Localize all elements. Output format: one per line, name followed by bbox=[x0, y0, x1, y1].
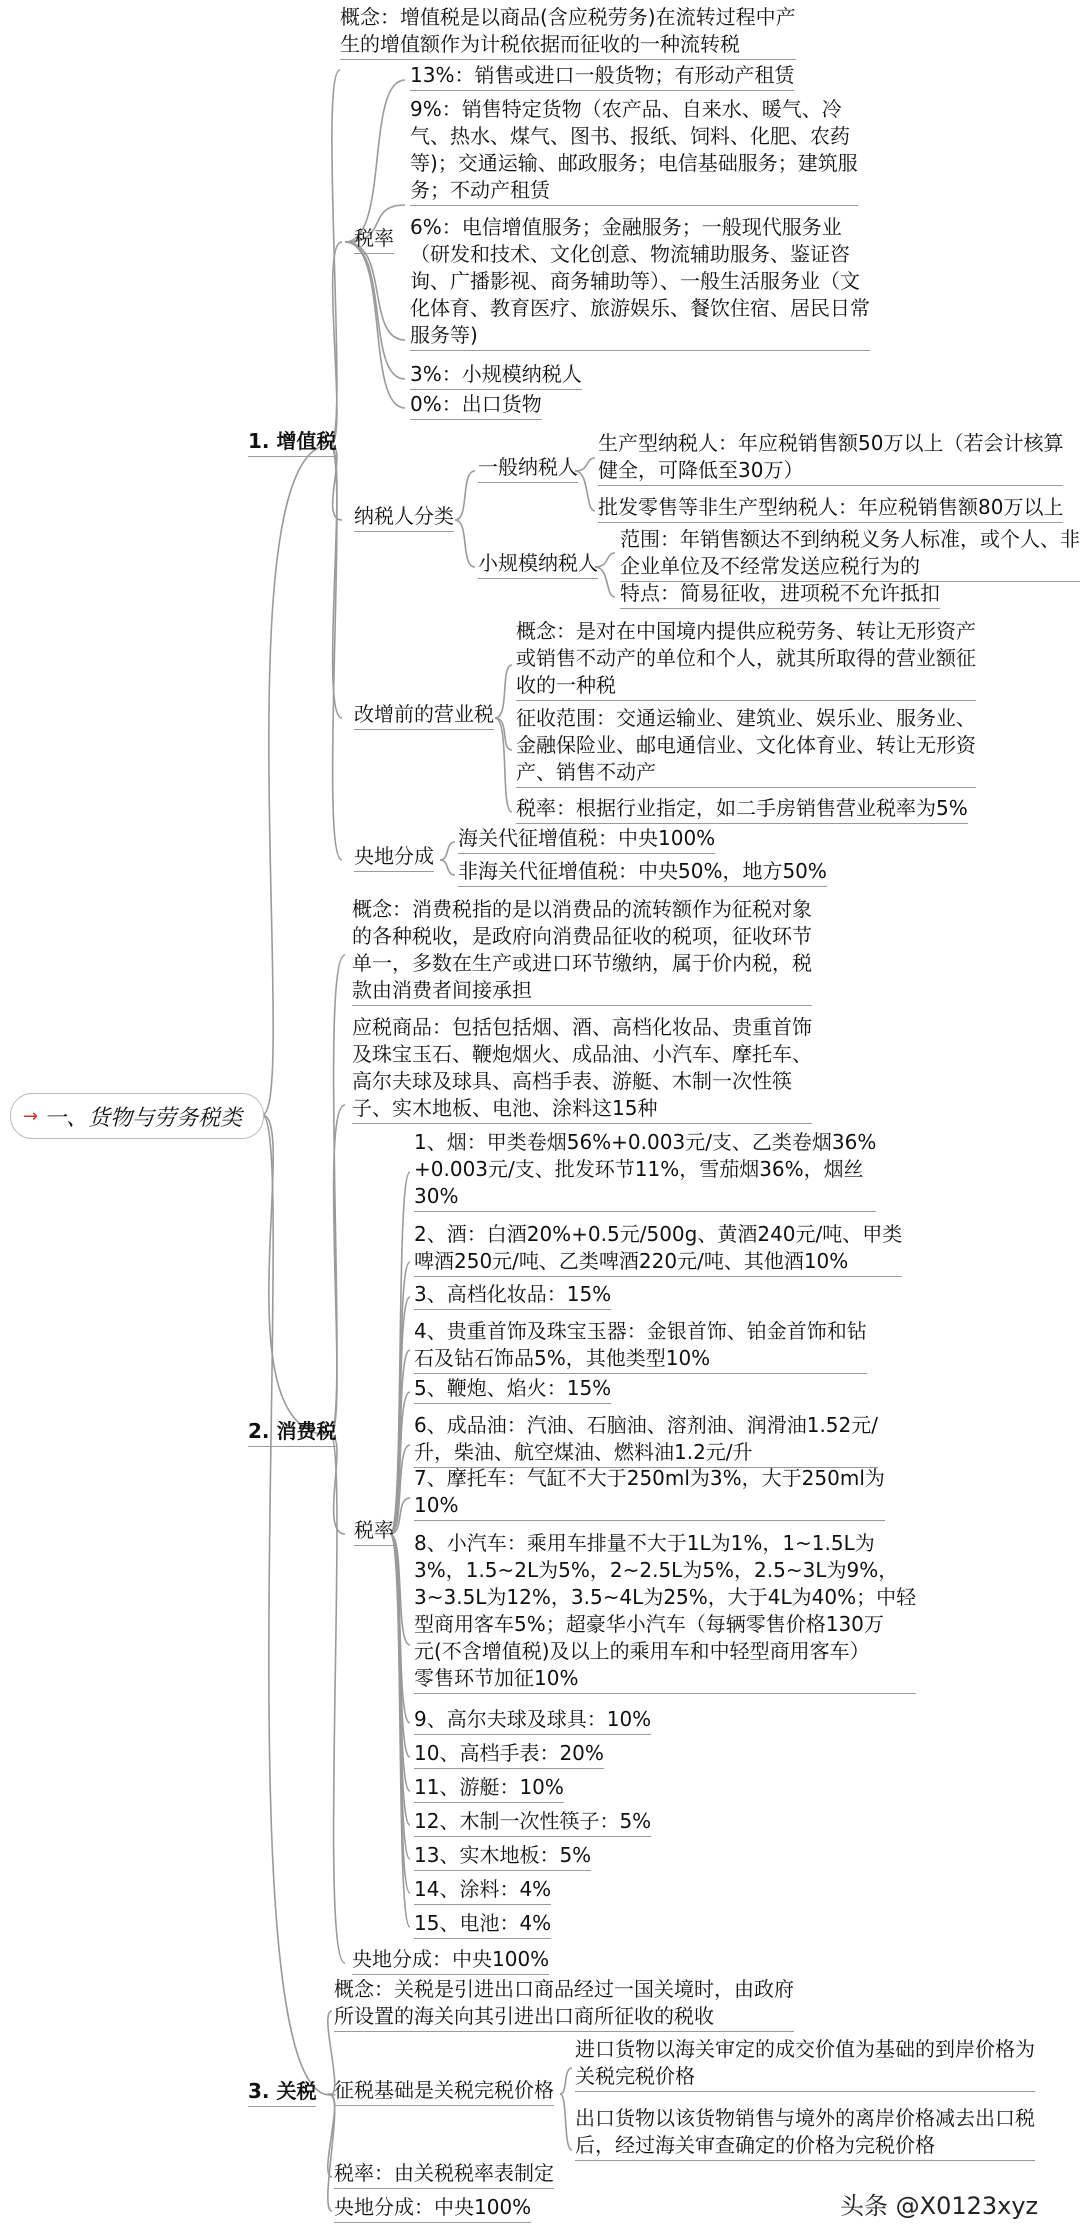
vat-business-scope[interactable]: 征收范围：交通运输业、建筑业、娱乐业、服务业、 金融保险业、邮电通信业、文化体育业、转让无形资 产、销售不动产 bbox=[516, 705, 976, 788]
consumption-rate-item[interactable]: 13、实木地板：5% bbox=[414, 1842, 591, 1871]
vat-business-rate[interactable]: 税率：根据行业指定，如二手房销售营业税率为5% bbox=[516, 795, 968, 824]
vat-business-label[interactable]: 改增前的营业税 bbox=[354, 701, 494, 730]
consumption-rate-item[interactable]: 1、烟：甲类卷烟56%+0.003元/支、乙类卷烟36% +0.003元/支、批发环节11%，雪茄烟36%，烟丝 30% bbox=[414, 1129, 876, 1212]
vat-sharing-customs[interactable]: 海关代征增值税：中央100% bbox=[458, 825, 715, 854]
tariff-title[interactable]: 3. 关税 bbox=[248, 2078, 316, 2107]
consumption-rate-label[interactable]: 税率 bbox=[354, 1517, 394, 1546]
consumption-rate-item[interactable]: 10、高档手表：20% bbox=[414, 1740, 604, 1769]
consumption-rate-item[interactable]: 2、酒：白酒20%+0.5元/500g、黄酒240元/吨、甲类 啤酒250元/吨、乙类啤酒220元/吨、其他酒10% bbox=[414, 1221, 902, 1277]
vat-business-concept[interactable]: 概念：是对在中国境内提供应税劳务、转让无形资产 或销售不动产的单位和个人，就其所取得的营业额征 收的一种税 bbox=[516, 618, 976, 701]
vat-rate-9[interactable]: 9%：销售特定货物（农产品、自来水、暖气、冷 气、热水、煤气、图书、报纸、饲料、化肥、农药 等)；交通运输、邮政服务；电信基础服务；建筑服 务；不动产租赁 bbox=[410, 96, 858, 206]
tariff-sharing[interactable]: 央地分成：中央100% bbox=[334, 2194, 531, 2223]
consumption-rate-item[interactable]: 7、摩托车：气缸不大于250ml为3%，大于250ml为 10% bbox=[414, 1465, 885, 1521]
tariff-basis-export[interactable]: 出口货物以该货物销售与境外的离岸价格减去出口税 后，经过海关审查确定的价格为完税价格 bbox=[575, 2105, 1035, 2161]
consumption-title[interactable]: 2. 消费税 bbox=[248, 1418, 336, 1447]
vat-general-label[interactable]: 一般纳税人 bbox=[478, 454, 578, 483]
vat-taxpayer-label[interactable]: 纳税人分类 bbox=[354, 503, 454, 532]
watermark: 头条 @X0123xyz bbox=[840, 2192, 1039, 2220]
vat-general-wholesale[interactable]: 批发零售等非生产型纳税人：年应税销售额80万以上 bbox=[598, 494, 1063, 523]
consumption-concept[interactable]: 概念：消费税指的是以消费品的流转额作为征税对象 的各种税收，是政府向消费品征收的税项，征收环节 单一，多数在生产或进口环节缴纳，属于价内税，税 款由消费者间接承担 bbox=[352, 896, 812, 1006]
vat-small-scope[interactable]: 范围：年销售额达不到纳税义务人标准，或个人、非 企业单位及不经常发送应税行为的 bbox=[620, 526, 1080, 582]
root-title: 一、货物与劳务税类 bbox=[44, 1105, 243, 1131]
vat-small-label[interactable]: 小规模纳税人 bbox=[478, 550, 598, 579]
consumption-rate-item[interactable]: 14、涂料：4% bbox=[414, 1876, 551, 1905]
consumption-sharing[interactable]: 央地分成：中央100% bbox=[352, 1946, 549, 1975]
consumption-rate-item[interactable]: 6、成品油：汽油、石脑油、溶剂油、润滑油1.52元/ 升，柴油、航空煤油、燃料油1.2元/升 bbox=[414, 1412, 878, 1468]
vat-rate-13[interactable]: 13%：销售或进口一般货物；有形动产租赁 bbox=[410, 62, 794, 91]
tariff-rate[interactable]: 税率：由关税税率表制定 bbox=[334, 2160, 554, 2189]
consumption-rate-item[interactable]: 12、木制一次性筷子：5% bbox=[414, 1808, 651, 1837]
vat-rate-6[interactable]: 6%：电信增值服务；金融服务；一般现代服务业 （研发和技术、文化创意、物流辅助服务、鉴证咨 询、广播影视、商务辅助等）、一般生活服务业（文 化体育、教育医疗、旅游娱乐、餐饮住宿、居民日常 服务等) bbox=[410, 214, 870, 351]
vat-rate-0[interactable]: 0%：出口货物 bbox=[410, 391, 542, 420]
vat-sharing-label[interactable]: 央地分成 bbox=[354, 843, 434, 872]
root-node[interactable] bbox=[10, 1093, 264, 1139]
vat-rate-label[interactable]: 税率 bbox=[354, 225, 394, 254]
tariff-basis-label[interactable]: 征税基础是关税完税价格 bbox=[334, 2077, 554, 2106]
consumption-rate-item[interactable]: 4、贵重首饰及珠宝玉器：金银首饰、铂金首饰和钻 石及钻石饰品5%，其他类型10% bbox=[414, 1318, 867, 1374]
consumption-rate-item[interactable]: 9、高尔夫球及球具：10% bbox=[414, 1706, 651, 1735]
tariff-basis-import[interactable]: 进口货物以海关审定的成交价值为基础的到岸价格为 关税完税价格 bbox=[575, 2036, 1035, 2092]
consumption-goods[interactable]: 应税商品：包括包括烟、酒、高档化妆品、贵重首饰 及珠宝玉石、鞭炮烟火、成品油、小汽车、摩托车、 高尔夫球及球具、高档手表、游艇、木制一次性筷 子、实木地板、电池、涂料这15种 bbox=[352, 1014, 812, 1124]
consumption-rate-item[interactable]: 3、高档化妆品：15% bbox=[414, 1281, 611, 1310]
vat-small-feature[interactable]: 特点：简易征收，进项税不允许抵扣 bbox=[620, 580, 940, 609]
consumption-rate-item[interactable]: 15、电池：4% bbox=[414, 1910, 551, 1939]
consumption-rate-item[interactable]: 11、游艇：10% bbox=[414, 1774, 564, 1803]
consumption-rate-item[interactable]: 8、小汽车：乘用车排量不大于1L为1%，1~1.5L为 3%，1.5~2L为5%，2~2.5L为5%，2.5~3L为9%， 3~3.5L为12%，3.5~4L为25%，大于4L为40%；中轻 型商用客车5%；超豪华小汽车（每辆零售价格130万 元(不含增值税)及以上的乘用车和中轻型商用客车） 零售环节加征10% bbox=[414, 1530, 916, 1694]
vat-concept[interactable]: 概念：增值税是以商品(含应税劳务)在流转过程中产 生的增值额作为计税依据而征收的一种流转税 bbox=[340, 4, 796, 60]
vat-general-producer[interactable]: 生产型纳税人：年应税销售额50万以上（若会计核算 健全，可降低至30万） bbox=[598, 430, 1063, 486]
consumption-rate-item[interactable]: 5、鞭炮、焰火：15% bbox=[414, 1375, 611, 1404]
vat-title[interactable]: 1. 增值税 bbox=[248, 428, 336, 457]
arrow-icon: → bbox=[23, 1105, 39, 1127]
vat-sharing-noncustoms[interactable]: 非海关代征增值税：中央50%，地方50% bbox=[458, 858, 827, 887]
vat-rate-3[interactable]: 3%：小规模纳税人 bbox=[410, 361, 582, 390]
tariff-concept[interactable]: 概念：关税是引进出口商品经过一国关境时，由政府 所设置的海关向其引进出口商所征收的税收 bbox=[334, 1976, 794, 2032]
